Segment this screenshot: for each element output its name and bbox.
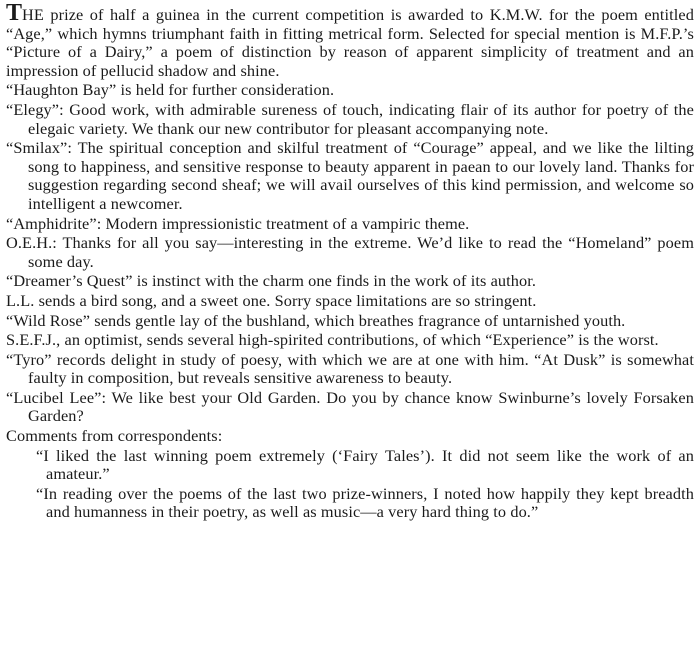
entry-tyro: “Tyro” records delight in study of poesy, with which we are at one with him. “At Dusk” is somewhat faulty in composition, but reveals sensitive awareness to beauty. [6,349,694,388]
entry-sefj: S.E.F.J., an optimist, sends several high-spirited contributions, of which “Experience” is the worst. [6,330,659,350]
entry-oeh: O.E.H.: Thanks for all you say—interesting in the extreme. We’d like to read the “Homeland” poem some day. [6,233,694,271]
entry-lucibel-lee: “Lucibel Lee”: We like best your Old Garden. Do you by chance know Swinburne’s lovely Forsaken Garden? [6,387,694,426]
drop-cap: T [6,0,23,26]
entry-elegy: “Elegy”: Good work, with admirable sureness of touch, indicating flair of its author for poetry of the elegaic variety. We thank our new contributor for pleasant accompanying note. [6,99,694,138]
entry-dreamers-quest: “Dreamer’s Quest” is instinct with the charm one finds in the work of its author. [6,271,537,291]
comments-heading: Comments from correspondents: [6,426,223,446]
entry-ll: L.L. sends a bird song, and a sweet one. Sorry space limitations are so stringent. [6,290,537,310]
quote-item: “I liked the last winning poem extremely (‘Fairy Tales’). It did not seem like the work of an amateur.” [36,445,694,484]
intro-text: HE prize of half a guinea in the current competition is awarded to K.M.W. for the poem entitled “Age,” which hymns triumphant faith in fitting metrical form. Selected for special mention is M.F.P.’s “Picture of a Dairy,” a poem of distinction by reason of apparent simplicity of treatment and an impression of pellucid shadow and shine. [6,5,694,80]
entry-wild-rose: “Wild Rose” sends gentle lay of the bushland, which breathes fragrance of untarnished youth. [6,310,626,330]
entry-amphidrite: “Amphidrite”: Modern impressionistic treatment of a vampiric theme. [6,213,470,233]
entry-haughton-bay: “Haughton Bay” is held for further consideration. [6,80,335,100]
intro-paragraph [6,0,694,80]
quote-item: “In reading over the poems of the last two prize-winners, I noted how happily they kept breadth and humanness in their poetry, as well as music—a very hard thing to do.” [36,483,694,522]
entry-smilax: “Smilax”: The spiritual conception and skilful treatment of “Courage” appeal, and we like the lilting song to happiness, and sensitive response to beauty apparent in paean to our lovely land. Thanks for suggestion regarding second sheaf; we will avail ourselves of this kind permission, and welcome so intelligent a newcomer. [6,138,694,213]
